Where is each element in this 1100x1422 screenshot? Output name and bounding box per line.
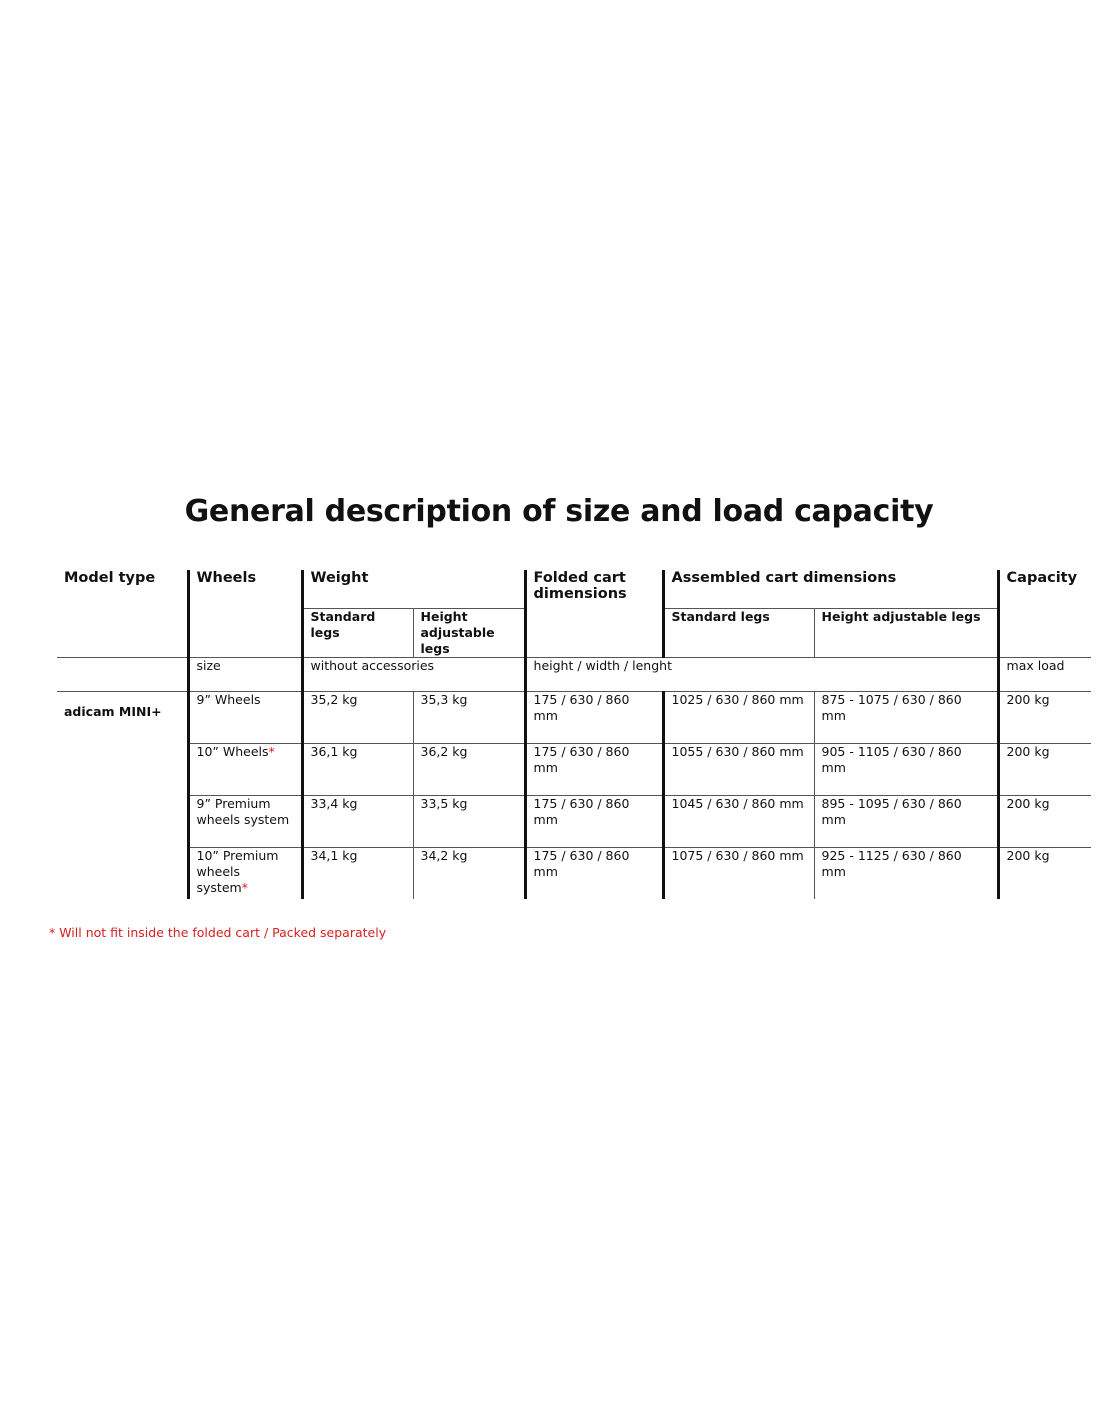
- cell-assembled-standard: 1075 / 630 / 860 mm: [663, 847, 814, 899]
- wheels-label: 10” Premium wheels system: [196, 847, 279, 895]
- cell-wheels: [188, 795, 302, 847]
- header-capacity: Capacity: [998, 570, 1091, 657]
- cell-weight-standard: 35,2 kg: [302, 691, 413, 743]
- footnote: * Will not fit inside the folded cart / Packed separately: [49, 925, 387, 940]
- wheels-label: 9” Premium wheels system: [196, 795, 290, 827]
- cell-weight-standard: 36,1 kg: [302, 743, 413, 795]
- table-row: [57, 847, 1091, 899]
- cell-wheels: [188, 743, 302, 795]
- cell-wheels: [188, 847, 302, 899]
- cell-folded: 175 / 630 / 860 mm: [525, 795, 663, 847]
- spec-table: [57, 570, 1091, 899]
- header-folded-dimensions: Folded cart dimensions: [525, 570, 663, 657]
- cell-weight-adjustable: 36,2 kg: [413, 743, 525, 795]
- units-capacity: max load: [998, 657, 1091, 691]
- wheels-label: 10” Wheels: [196, 743, 269, 759]
- header-assembled-height-adjustable-legs: Height adjustable legs: [814, 608, 998, 657]
- table-row: [57, 795, 1091, 847]
- cell-folded: 175 / 630 / 860 mm: [525, 847, 663, 899]
- cell-capacity: 200 kg: [998, 847, 1091, 899]
- asterisk-mark: *: [241, 879, 248, 895]
- cell-weight-adjustable: 34,2 kg: [413, 847, 525, 899]
- table-row: [57, 743, 1091, 795]
- cell-wheels: [188, 691, 302, 743]
- page-title: General description of size and load capacity: [184, 494, 934, 529]
- units-weight: without accessories: [302, 657, 525, 691]
- cell-assembled-standard: 1055 / 630 / 860 mm: [663, 743, 814, 795]
- units-model-empty: [57, 657, 188, 691]
- units-dimensions: height / width / lenght: [525, 657, 998, 691]
- header-assembled-dimensions: Assembled cart dimensions: [663, 570, 998, 608]
- cell-weight-adjustable: 35,3 kg: [413, 691, 525, 743]
- cell-assembled-standard: 1045 / 630 / 860 mm: [663, 795, 814, 847]
- cell-weight-standard: 34,1 kg: [302, 847, 413, 899]
- cell-capacity: 200 kg: [998, 691, 1091, 743]
- cell-capacity: 200 kg: [998, 743, 1091, 795]
- header-model-type: Model type: [64, 570, 156, 586]
- wheels-label: 9” Wheels: [196, 691, 261, 707]
- table-row: [57, 691, 1091, 743]
- cell-capacity: 200 kg: [998, 795, 1091, 847]
- cell-assembled-adjustable: 895 - 1095 / 630 / 860 mm: [814, 795, 998, 847]
- model-name: adicam MINI+: [64, 703, 162, 719]
- cell-assembled-adjustable: 905 - 1105 / 630 / 860 mm: [814, 743, 998, 795]
- header-weight-standard-legs: Standard legs: [302, 608, 413, 657]
- asterisk-mark: *: [268, 743, 275, 759]
- cell-assembled-adjustable: 925 - 1125 / 630 / 860 mm: [814, 847, 998, 899]
- header-assembled-standard-legs: Standard legs: [663, 608, 814, 657]
- cell-weight-adjustable: 33,5 kg: [413, 795, 525, 847]
- cell-folded: 175 / 630 / 860 mm: [525, 691, 663, 743]
- cell-assembled-standard: 1025 / 630 / 860 mm: [663, 691, 814, 743]
- cell-folded: 175 / 630 / 860 mm: [525, 743, 663, 795]
- header-wheels: Wheels: [188, 570, 302, 657]
- header-weight: Weight: [302, 570, 525, 608]
- cell-weight-standard: 33,4 kg: [302, 795, 413, 847]
- units-size: size: [188, 657, 302, 691]
- header-weight-height-adjustable-legs: Height adjustable legs: [413, 608, 525, 657]
- cell-assembled-adjustable: 875 - 1075 / 630 / 860 mm: [814, 691, 998, 743]
